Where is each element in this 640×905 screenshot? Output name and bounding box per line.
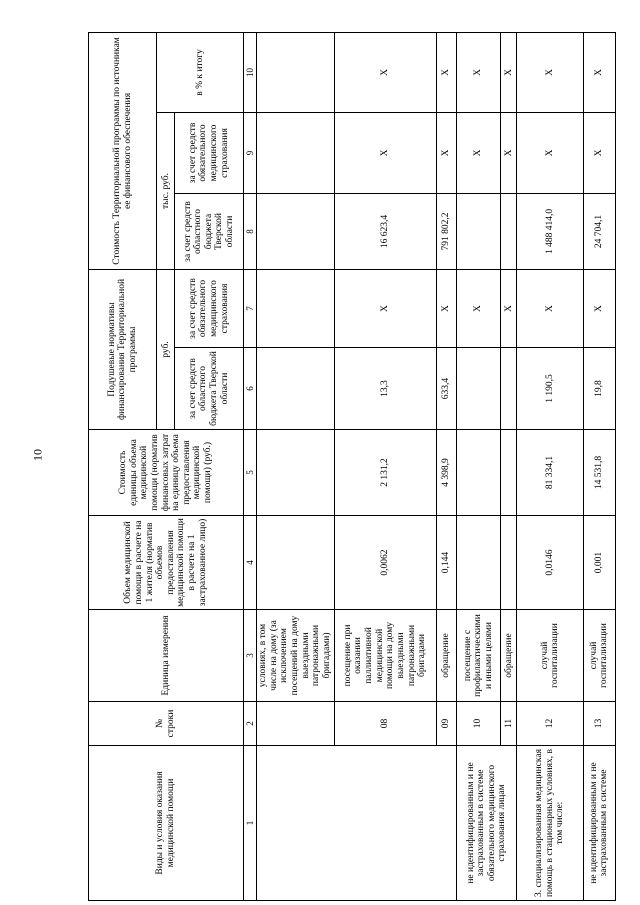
table-row-5-c9: X <box>517 112 583 193</box>
table-row-2-number: 09 <box>437 702 457 746</box>
table-row-2-unit: обращение <box>437 610 457 702</box>
table-row-6-c4: 0,001 <box>583 516 615 610</box>
col-number-1: 1 <box>243 746 256 901</box>
table-row-2-c9: X <box>437 112 457 193</box>
table-row-0-unit: условиях, в том числе на дому (за исключением посещений на дому выездными патронажными бригадами) <box>256 610 334 702</box>
table-row-6-c6: 19,8 <box>583 348 615 430</box>
table-row-1-number: 08 <box>334 702 436 746</box>
header-program-cost: Стоимость Территориальной программы по источникам ее финансового обеспечения <box>89 32 157 269</box>
table-row-1-c8: 16 623,4 <box>334 193 436 269</box>
table-row-6-c10: X <box>583 32 615 112</box>
table-row-2-c10: X <box>437 32 457 112</box>
col-number-7: 7 <box>243 269 256 347</box>
header-per-capita: Подушевые нормативы финансирования Территориальной программы <box>89 269 157 429</box>
table-row-1-c5: 2 131,2 <box>334 430 436 516</box>
table-row-6-unit: случай госпитализации <box>583 610 615 702</box>
table-row-5-unit: случай госпитализации <box>517 610 583 702</box>
table-row-0-c9 <box>256 112 334 193</box>
table-row-5-c5: 81 334,1 <box>517 430 583 516</box>
header-percent-total: в % к итогу <box>157 32 243 112</box>
table-row-1-c7: X <box>334 269 436 347</box>
table-row-3-c9: X <box>457 112 501 193</box>
table-row-6-c7: X <box>583 269 615 347</box>
table-row-4-c5 <box>501 430 517 516</box>
table-row-4-c10: X <box>501 32 517 112</box>
row-kind-continuation <box>256 746 456 901</box>
table-row-1-unit: посещение при оказании паллиативной медицинской помощи на дому выездными патронажными бригадами <box>334 610 436 702</box>
table-row-4-c9: X <box>501 112 517 193</box>
table-row-0-c10 <box>256 32 334 112</box>
table-row-1-c9: X <box>334 112 436 193</box>
header-regional-budget-8: за счет средств областного бюджета Тверской области <box>175 193 243 269</box>
table-row-0-number <box>256 702 334 746</box>
table-row-3-c6 <box>457 348 501 430</box>
table-row-5-c8: 1 488 414,0 <box>517 193 583 269</box>
table-row-3-c10: X <box>457 32 501 112</box>
col-number-8: 8 <box>243 193 256 269</box>
table-row-5-c4: 0,0146 <box>517 516 583 610</box>
table-row-4-c7: X <box>501 269 517 347</box>
table-row-6-number: 13 <box>583 702 615 746</box>
col-number-5: 5 <box>243 430 256 516</box>
table-row-6-c9: X <box>583 112 615 193</box>
table-row-3-c8 <box>457 193 501 269</box>
table-row-0-c8 <box>256 193 334 269</box>
header-unit-cost: Стоимость единицы объема медицинской помощи (норматив финансовых затрат на единицу объема предоставления медицинской помощи) (руб.) <box>89 430 244 516</box>
table-row-5-kind: 3. специализированная медицинская помощь в стационарных условиях, в том числе: <box>517 746 583 901</box>
col-number-6: 6 <box>243 348 256 430</box>
table-row-2-c5: 4 398,9 <box>437 430 457 516</box>
table-row-2-c8: 791 802,2 <box>437 193 457 269</box>
header-oms-9: за счет средств обязательного медицинского страхования <box>175 112 243 193</box>
table-row-1-c4: 0,0062 <box>334 516 436 610</box>
cost-table <box>88 32 616 901</box>
table-row-2-c4: 0,144 <box>437 516 457 610</box>
table-row-4-c6 <box>501 348 517 430</box>
header-thous-rub: тыс. руб. <box>157 112 175 269</box>
table-row-0-c7 <box>256 269 334 347</box>
page-number: 10 <box>30 449 45 461</box>
col-number-4: 4 <box>243 516 256 610</box>
table-row-5-number: 12 <box>517 702 583 746</box>
header-kind: Виды и условия оказания медицинской помощи <box>89 746 244 901</box>
col-number-9: 9 <box>243 112 256 193</box>
table-row-4-c4 <box>501 516 517 610</box>
table-row-0-c4 <box>256 516 334 610</box>
table-row-2-c7: X <box>437 269 457 347</box>
table-row-4-number: 11 <box>501 702 517 746</box>
table-row-3-c7: X <box>457 269 501 347</box>
table-row-0-c6 <box>256 348 334 430</box>
table-row-3-c5 <box>457 430 501 516</box>
header-oms-7: за счет средств обязательного медицинского страхования <box>175 269 243 347</box>
table-row-6-kind: не идентифицированным и не застрахованным в системе <box>583 746 615 901</box>
table-row-5-c10: X <box>517 32 583 112</box>
col-number-10: 10 <box>243 32 256 112</box>
table-row-5-c7: X <box>517 269 583 347</box>
table-row-0-c5 <box>256 430 334 516</box>
rotated-page-content <box>88 33 616 901</box>
table-row-3-unit: посещение с профилактическими и иными целями <box>457 610 501 702</box>
table-row-6-c5: 14 531,8 <box>583 430 615 516</box>
header-regional-budget-6: за счет средств областного бюджета Тверской области <box>175 348 243 430</box>
col-number-3: 3 <box>243 610 256 702</box>
header-unit: Единица измерения <box>89 610 244 702</box>
table-row-3-c4 <box>457 516 501 610</box>
table-row-2-c6: 633,4 <box>437 348 457 430</box>
table-row-1-c10: X <box>334 32 436 112</box>
table-row-3-kind: не идентифицированным и не застрахованным в системе обязательного медицинского страхования лицам <box>457 746 517 901</box>
table-row-4-unit: обращение <box>501 610 517 702</box>
col-number-2: 2 <box>243 702 256 746</box>
table-row-6-c8: 24 704,1 <box>583 193 615 269</box>
table-row-1-c6: 13,3 <box>334 348 436 430</box>
table-row-4-c8 <box>501 193 517 269</box>
table-row-3-number: 10 <box>457 702 501 746</box>
header-volume-norm: Объем медицинской помощи в расчете на 1 жителя (норматив объемов предоставления медицинской помощи в расчете на 1 застрахованное лицо) <box>89 516 244 610</box>
header-row-number: № строки <box>89 702 244 746</box>
header-rub: руб. <box>157 269 175 429</box>
table-row-5-c6: 1 190,5 <box>517 348 583 430</box>
